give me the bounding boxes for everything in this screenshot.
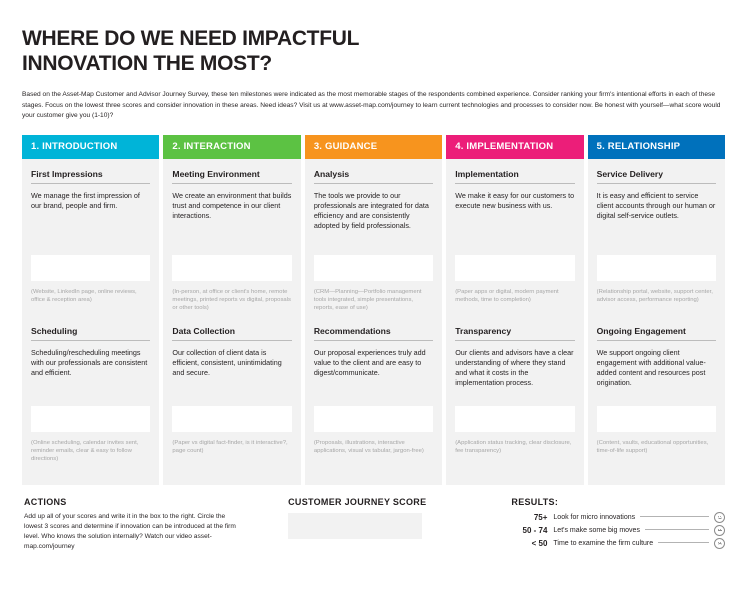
- milestone-description: We make it easy for our customers to execute new business with us.: [455, 190, 575, 210]
- stage-column-implementation: [446, 135, 583, 485]
- result-score: 50 - 74: [522, 525, 548, 535]
- milestone-note: (Paper vs digital fact-finder, is it interactive?, page count): [172, 439, 288, 454]
- stage-column-introduction: [22, 135, 159, 485]
- milestone-description: It is easy and efficient to service client accounts through our human or digital self-service outlets.: [596, 190, 716, 220]
- milestone-description: We create an environment that builds trust and competence in our client interactions.: [172, 190, 292, 220]
- milestone-block: [172, 326, 291, 469]
- result-row: [511, 512, 725, 523]
- stage-body-implementation: [446, 159, 583, 485]
- result-divider: [640, 516, 709, 517]
- result-divider: [658, 542, 709, 543]
- score-input[interactable]: [31, 255, 150, 281]
- milestone-block: [455, 169, 574, 322]
- customer-journey-score-title: CUSTOMER JOURNEY SCORE: [288, 496, 427, 507]
- milestone-block: [31, 169, 150, 322]
- result-divider: [645, 529, 709, 530]
- milestone-description: Scheduling/rescheduling meetings with our professionals are consistent and efficient.: [31, 347, 148, 377]
- milestone-block: [314, 326, 433, 469]
- milestone-note: (Proposals, illustrations, interactive applications, visual vs tabular, jargon-free): [313, 439, 424, 454]
- milestone-title: Data Collection: [172, 326, 291, 341]
- milestone-note: (Content, vaults, educational opportunities, time-of-life support): [596, 439, 709, 454]
- milestone-note: (Paper apps or digital, modern payment methods, time to completion): [455, 288, 559, 303]
- milestone-description: We support ongoing client engagement with additional value-added content and resources post origination.: [596, 347, 706, 388]
- intro-text: Based on the Asset-Map Customer and Advisor Journey Survey, these ten milestones were indicated as the most memorable stages of the respondents combined experience. Consider ranking your firm's intentional efforts in each of these stages. Focus on the lowest three scores and consider innovation in these areas. Need ideas? Visit us at www.asset-map.com/journey to learn current technologies and processes to consider now. Be honest with yourself—what score would your customer give you (1-10)?: [22, 91, 721, 119]
- score-input[interactable]: [597, 255, 716, 281]
- milestone-block: [31, 326, 150, 469]
- stage-header-implementation: 4. IMPLEMENTATION: [446, 135, 583, 159]
- actions-text: Add up all of your scores and write it in the box to the right. Circle the lowest 3 scores and determine if innovation can be introduced at the firm level. Who knows the solution internally? Watch our video asset-map.com/journey: [24, 512, 236, 550]
- milestone-title: Implementation: [455, 169, 574, 184]
- milestone-description: Our clients and advisors have a clear understanding of where they stand and what it costs in the implementation process.: [455, 347, 574, 388]
- page-title-line1: WHERE DO WE NEED IMPACTFUL: [22, 27, 360, 50]
- milestone-title: Ongoing Engagement: [597, 326, 716, 341]
- actions-title: ACTIONS: [24, 496, 67, 507]
- page-title-line2: INNOVATION THE MOST?: [22, 52, 272, 75]
- bottom-section: [22, 497, 725, 552]
- customer-journey-score-section: [288, 497, 511, 552]
- stage-header-relationship: 5. RELATIONSHIP: [588, 135, 725, 159]
- stage-column-relationship: [588, 135, 725, 485]
- milestone-block: [455, 326, 574, 469]
- milestone-title: First Impressions: [31, 169, 150, 184]
- milestone-block: [172, 169, 291, 322]
- stage-body-guidance: [305, 159, 442, 485]
- score-input[interactable]: [314, 255, 433, 281]
- intro-paragraph: [22, 90, 722, 122]
- milestone-note: (CRM—Planning—Portfolio management tools integrated, simple presentations, reports, ease of use): [313, 288, 422, 312]
- milestone-description: Our collection of client data is efficient, consistent, unintimidating and secure.: [172, 347, 282, 377]
- score-input[interactable]: [455, 255, 574, 281]
- milestone-block: [597, 326, 716, 469]
- stage-body-interaction: [163, 159, 300, 485]
- score-input[interactable]: [172, 406, 291, 432]
- milestone-title: Analysis: [314, 169, 433, 184]
- milestone-block: [314, 169, 433, 322]
- stage-columns: [22, 135, 725, 485]
- score-input[interactable]: [172, 255, 291, 281]
- actions-section: [24, 497, 288, 552]
- results-section: [511, 497, 725, 552]
- result-label: Let's make some big moves: [553, 526, 640, 534]
- result-label: Time to examine the firm culture: [553, 539, 654, 547]
- score-input[interactable]: [597, 406, 716, 432]
- stage-body-introduction: [22, 159, 159, 485]
- milestone-block: [597, 169, 716, 322]
- milestone-note: (Application status tracking, clear disclosure, fee transparency): [455, 439, 572, 454]
- stage-body-relationship: [588, 159, 725, 485]
- milestone-note: (Website, LinkedIn page, online reviews, office & reception area): [31, 288, 137, 303]
- stage-header-interaction: 2. INTERACTION: [163, 135, 300, 159]
- frowning-face-icon: [714, 538, 725, 549]
- result-label: Look for micro innovations: [553, 513, 636, 521]
- results-rows: [511, 512, 725, 549]
- milestone-title: Scheduling: [31, 326, 150, 341]
- score-input[interactable]: [455, 406, 574, 432]
- score-input[interactable]: [314, 406, 433, 432]
- milestone-title: Service Delivery: [597, 169, 716, 184]
- smiley-face-icon: [714, 512, 725, 523]
- result-score: 75+: [533, 512, 548, 522]
- milestone-description: The tools we provide to our professionals are integrated for data efficiency and are consistently adopted by field professionals.: [313, 190, 429, 231]
- result-score: < 50: [531, 538, 548, 548]
- milestone-description: We manage the first impression of our brand, people and firm.: [31, 190, 140, 210]
- milestone-note: (Online scheduling, calendar invites sent, reminder emails, clear & easy to follow directions): [31, 439, 139, 463]
- stage-column-guidance: [305, 135, 442, 485]
- customer-journey-score-input[interactable]: [288, 513, 422, 539]
- milestone-title: Transparency: [455, 326, 574, 341]
- stage-column-interaction: [163, 135, 300, 485]
- milestone-title: Recommendations: [314, 326, 433, 341]
- stage-header-introduction: 1. INTRODUCTION: [22, 135, 159, 159]
- results-title: RESULTS:: [511, 496, 559, 507]
- stage-header-guidance: 3. GUIDANCE: [305, 135, 442, 159]
- result-row: [511, 538, 725, 549]
- result-row: [511, 525, 725, 536]
- score-input[interactable]: [31, 406, 150, 432]
- milestone-title: Meeting Environment: [172, 169, 291, 184]
- milestone-note: (Relationship portal, website, support center, advisor access, performance reporting): [596, 288, 713, 303]
- milestone-note: (In-person, at office or client's home, remote meetings, printed reports vs digital, proposals or other tools): [172, 288, 291, 312]
- milestone-description: Our proposal experiences truly add value to the client and are easy to digest/communicate.: [313, 347, 426, 377]
- neutral-face-icon: [714, 525, 725, 536]
- page-title: [22, 26, 725, 76]
